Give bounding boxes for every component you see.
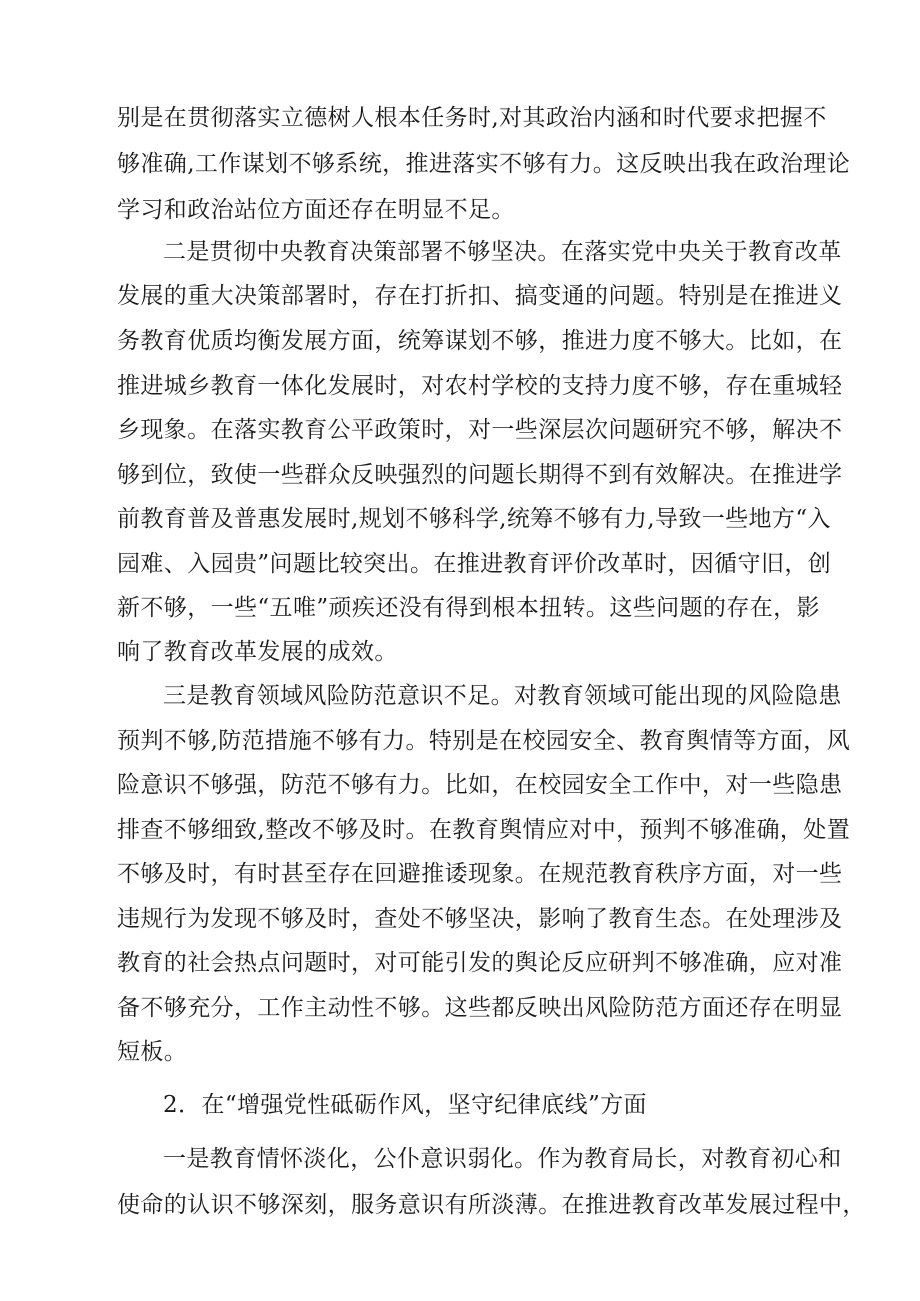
paragraph-2-line-2: 发展的重大决策部署时，存在打折扣、搞变通的问题。特别是在推进义 bbox=[117, 283, 843, 309]
paragraph-2-line-6: 够到位，致使一些群众反映强烈的问题长期得不到有效解决。在推进学 bbox=[117, 462, 843, 488]
section-heading: 2．在“增强党性砥砺作风，坚守纪律底线”方面 bbox=[163, 1092, 647, 1118]
paragraph-3-line-9: 短板。 bbox=[117, 1039, 188, 1065]
paragraph-2-line-5: 乡现象。在落实教育公平政策时，对一些深层次问题研究不够，解决不 bbox=[117, 417, 843, 443]
paragraph-2-line-10: 响了教育改革发展的成效。 bbox=[117, 639, 398, 665]
paragraph-2-line-9: 新不够，一些“五唯”顽疾还没有得到根本扭转。这些问题的存在，影 bbox=[117, 595, 820, 621]
paragraph-2-line-7: 前教育普及普惠发展时,规划不够科学,统筹不够有力,导致一些地方“入 bbox=[117, 506, 831, 532]
paragraph-1-line-1: 别是在贯彻落实立德树人根本任务时,对其政治内涵和时代要求把握不 bbox=[117, 105, 827, 131]
paragraph-3-line-1: 三是教育领域风险防范意识不足。对教育领域可能出现的风险隐患 bbox=[163, 683, 842, 709]
paragraph-1-line-2: 够准确,工作谋划不够系统，推进落实不够有力。这反映出我在政治理论 bbox=[117, 151, 851, 177]
paragraph-2-line-1: 二是贯彻中央教育决策部署不够坚决。在落实党中央关于教育改革 bbox=[163, 239, 842, 265]
paragraph-3-line-3: 险意识不够强，防范不够有力。比如，在校园安全工作中，对一些隐患 bbox=[117, 772, 843, 798]
paragraph-3-line-8: 备不够充分，工作主动性不够。这些都反映出风险防范方面还存在明显 bbox=[117, 995, 843, 1021]
paragraph-3-line-5: 不够及时，有时甚至存在回避推诿现象。在规范教育秩序方面，对一些 bbox=[117, 861, 843, 887]
paragraph-3-line-6: 违规行为发现不够及时，查处不够坚决，影响了教育生态。在处理涉及 bbox=[117, 906, 843, 932]
paragraph-3-line-4: 排查不够细致,整改不够及时。在教育舆情应对中，预判不够准确，处置 bbox=[117, 817, 851, 843]
paragraph-4-line-2: 使命的认识不够深刻，服务意识有所淡薄。在推进教育改革发展过程中， bbox=[117, 1192, 866, 1218]
paragraph-2-line-8: 园难、入园贵”问题比较突出。在推进教育评价改革时，因循守旧，创 bbox=[117, 551, 832, 577]
paragraph-2-line-4: 推进城乡教育一体化发展时，对农村学校的支持力度不够，存在重城轻 bbox=[117, 373, 843, 399]
paragraph-3-line-2: 预判不够,防范措施不够有力。特别是在校园安全、教育舆情等方面，风 bbox=[117, 728, 851, 754]
paragraph-3-line-7: 教育的社会热点问题时，对可能引发的舆论反应研判不够准确，应对准 bbox=[117, 950, 843, 976]
paragraph-1-line-3: 学习和政治站位方面还存在明显不足。 bbox=[117, 197, 515, 223]
paragraph-4-line-1: 一是教育情怀淡化，公仆意识弱化。作为教育局长，对教育初心和 bbox=[163, 1146, 842, 1172]
paragraph-2-line-3: 务教育优质均衡发展方面，统筹谋划不够，推进力度不够大。比如，在 bbox=[117, 328, 843, 354]
